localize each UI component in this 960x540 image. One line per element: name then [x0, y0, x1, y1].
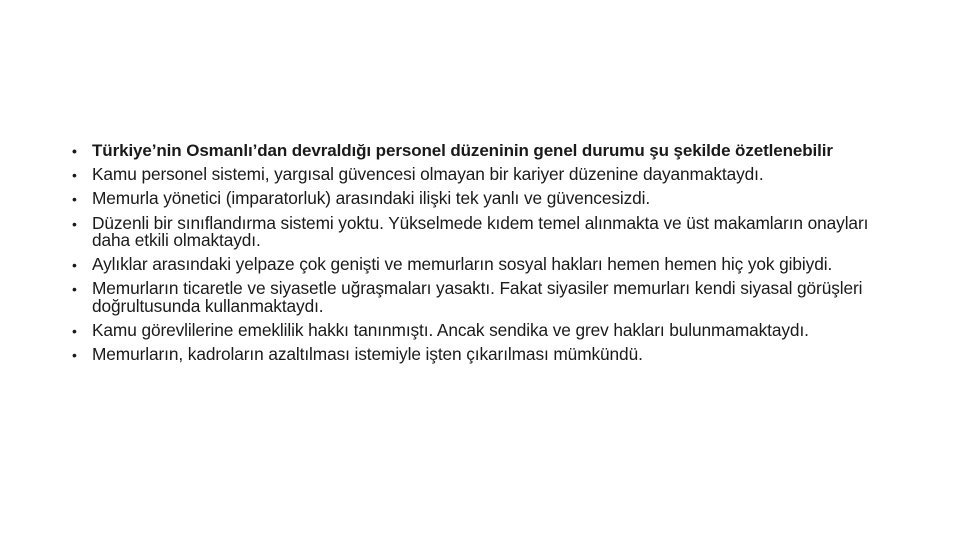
bullet-item [72, 190, 892, 208]
bullet-item [72, 166, 892, 184]
bullet-item [72, 256, 892, 274]
bullet-icon: • [72, 191, 77, 208]
bullet-icon: • [72, 281, 77, 298]
bullet-icon: • [72, 347, 77, 364]
bullet-text: Memurla yönetici (imparatorluk) arasındaki ilişki tek yanlı ve güvencesizdi. [92, 188, 651, 209]
bullet-text: Türkiye’nin Osmanlı’dan devraldığı personel düzeninin genel durumu şu şekilde özetlenebilir [92, 141, 833, 160]
bullet-item-heading [72, 142, 892, 160]
bullet-text: Düzenli bir sınıflandırma sistemi yoktu. Yükselmede kıdem temel alınmakta ve üst makamların onayları daha etkili olmaktaydı. [92, 212, 869, 251]
bullet-text: Memurların ticaretle ve siyasetle uğraşmaları yasaktı. Fakat siyasiler memurları kendi siyasal görüşleri doğrultusunda kullanmaktaydı. [92, 278, 863, 316]
bullet-icon: • [72, 323, 77, 340]
bullet-item [72, 212, 892, 251]
bullet-list [72, 142, 892, 371]
bullet-icon: • [72, 167, 77, 184]
bullet-text: Aylıklar arasındaki yelpaze çok genişti ve memurların sosyal hakları hemen hemen hiç yok gibiydi. [92, 254, 833, 275]
bullet-item [72, 346, 892, 364]
bullet-icon: • [72, 257, 77, 274]
bullet-item [72, 280, 892, 315]
bullet-text: Kamu personel sistemi, yargısal güvencesi olmayan bir kariyer düzenine dayanmaktaydı. [92, 164, 764, 185]
bullet-text: Memurların, kadroların azaltılması istemiyle işten çıkarılması mümkündü. [92, 344, 643, 365]
bullet-item [72, 322, 892, 340]
bullet-text: Kamu görevlilerine emeklilik hakkı tanınmıştı. Ancak sendika ve grev hakları bulunmamaktaydı. [92, 320, 809, 341]
bullet-icon: • [72, 143, 77, 159]
bullet-icon: • [72, 215, 77, 232]
